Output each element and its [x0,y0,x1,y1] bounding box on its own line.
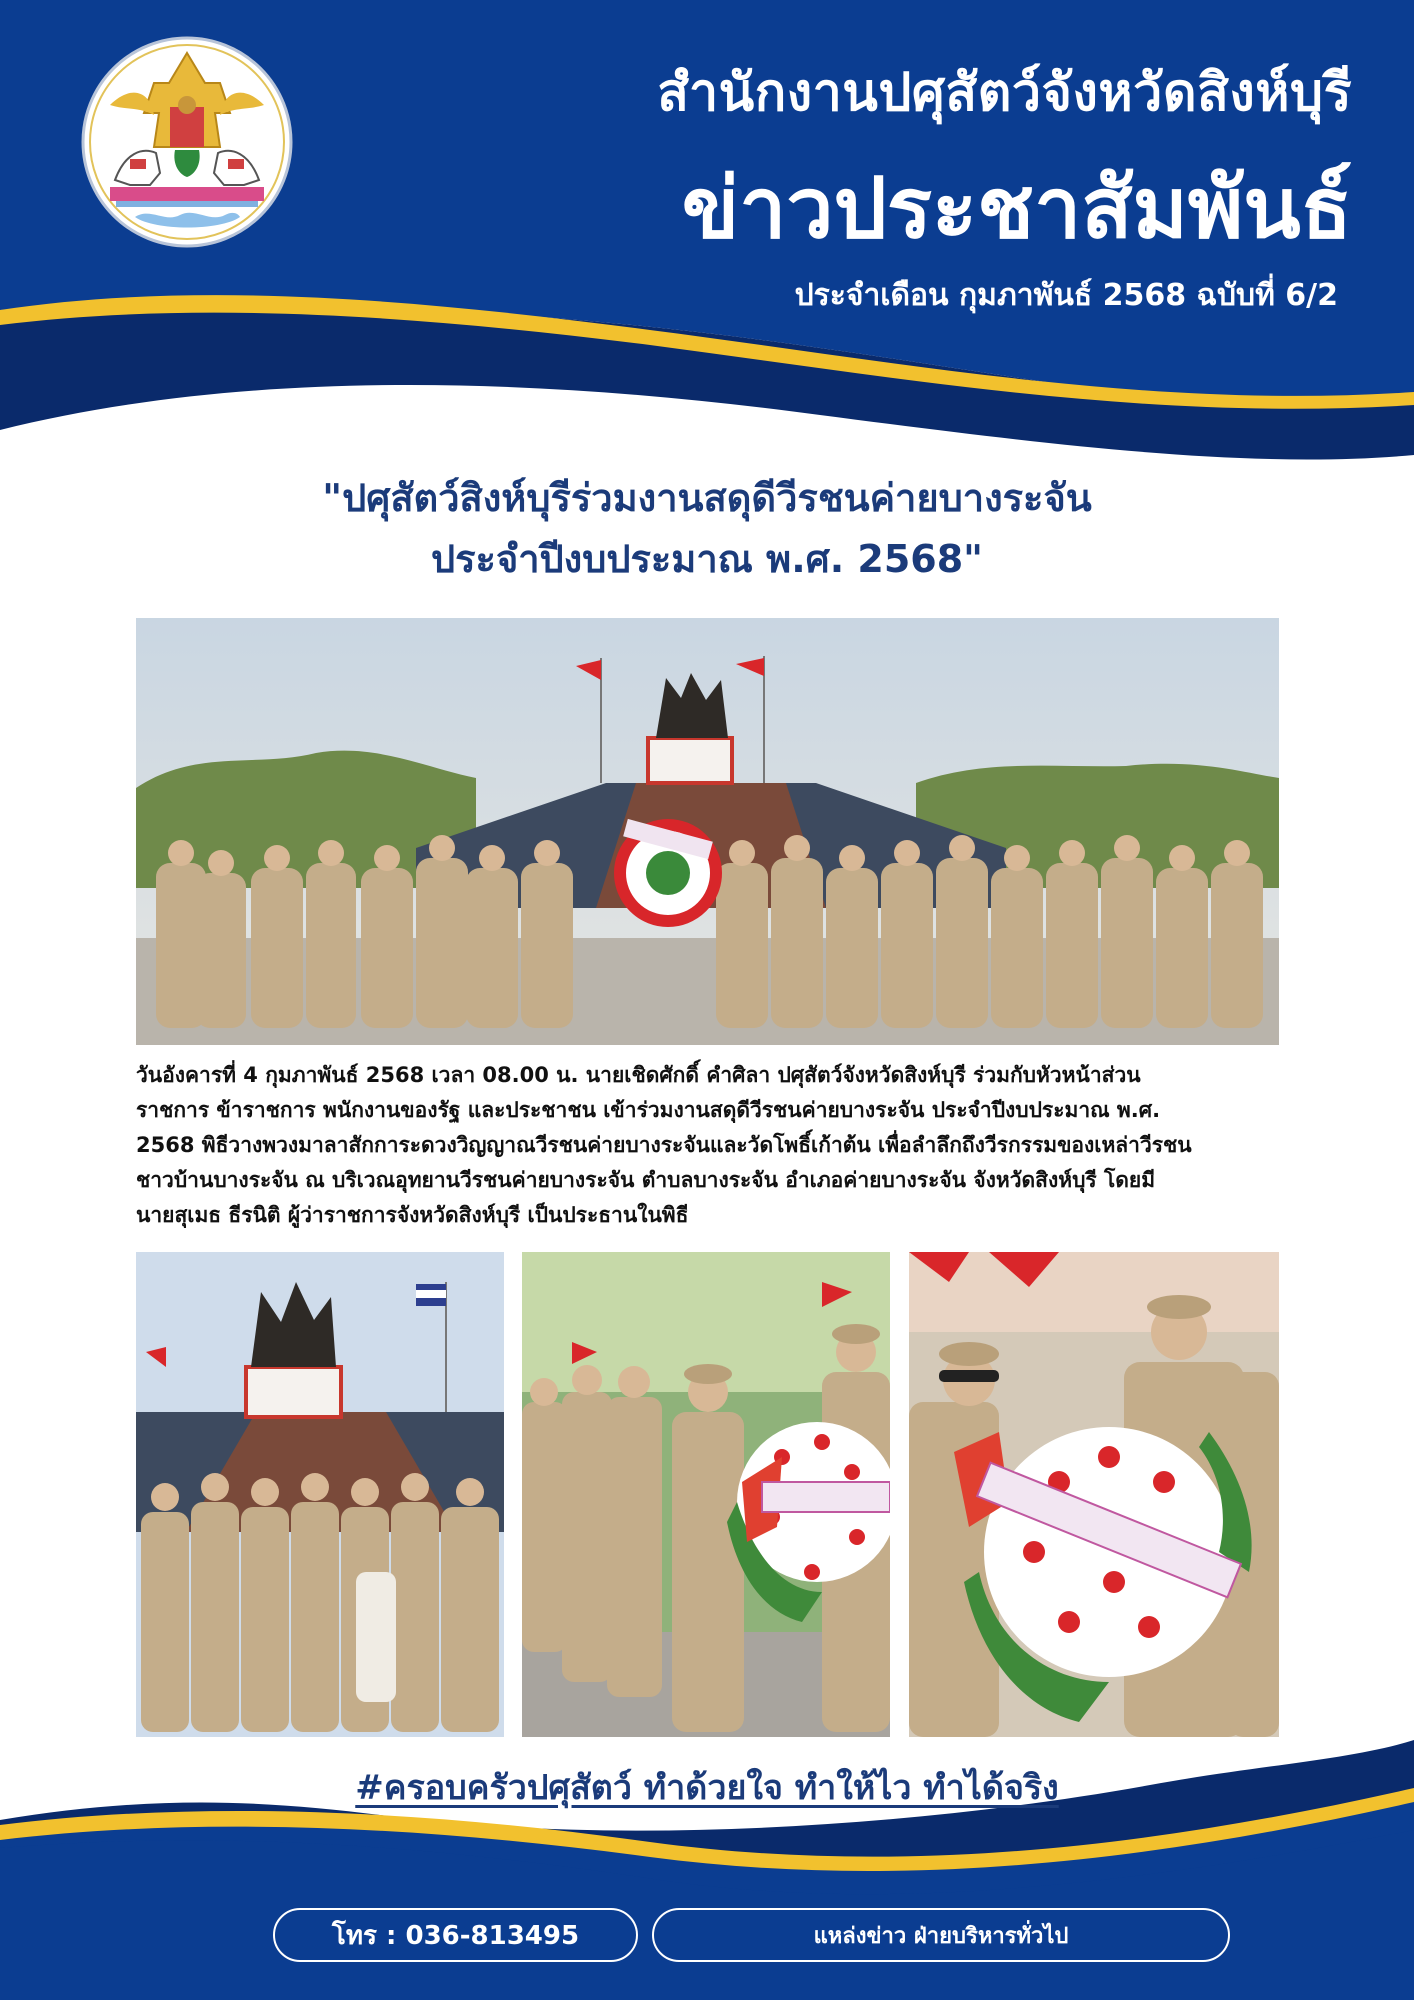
phone-pill [273,1908,638,1962]
body-line: 2568 พิธีวางพวงมาลาสักการะดวงวิญญาณวีรชนค่ายบางระจันและวัดโพธิ์เก้าต้น เพื่อลำลึกถึงวีรกรรมของเหล่าวีรชน [136,1133,1192,1157]
office-name: สำนักงานปศุสัตว์จังหวัดสิงห์บุรี [657,63,1352,123]
news-source: แหล่งข่าว ฝ่ายบริหารทั่วไป [813,1923,1069,1949]
phone-number: โทร : 036-813495 [331,1920,580,1951]
photo-wreath-closeup [909,1252,1279,1737]
body-line: ชาวบ้านบางระจัน ณ บริเวณอุทยานวีรชนค่ายบางระจัน ตำบลบางระจัน อำเภอค่ายบางระจัน จังหวัดสิงห์บุรี โดยมี [136,1168,1156,1192]
headline-line-1: "ปศุสัตว์สิงห์บุรีร่วมงานสดุดีวีรชนค่ายบางระจัน [322,476,1092,520]
news-headline [0,468,1414,590]
headline-line-2: ประจำปีงบประมาณ พ.ศ. 2568" [431,536,983,581]
body-line: นายสุเมธ ธีรนิติ ผู้ว่าราชการจังหวัดสิงห์บุรี เป็นประธานในพิธี [136,1203,689,1227]
hashtag-slogan: #ครอบครัวปศุสัตว์ ทำด้วยใจ ทำให้ไว ทำได้จริง [355,1768,1059,1808]
news-source-pill [652,1908,1230,1962]
photo-officials-with-wreath [522,1252,890,1737]
news-body [136,1058,1279,1233]
body-line: ราชการ ข้าราชการ พนักงานของรัฐ และประชาชน เข้าร่วมงานสดุดีวีรชนค่ายบางระจัน ประจำปีงบประมาณ พ.ศ. [136,1098,1161,1122]
department-seal-logo [80,35,294,249]
photo-group-at-monument [136,1252,504,1737]
issue-line: ประจำเดือน กุมภาพันธ์ 2568 ฉบับที่ 6/2 [794,278,1338,313]
main-group-photo [136,618,1279,1045]
page-title: ข่าวประชาสัมพันธ์ [681,159,1352,257]
body-line: วันอังคารที่ 4 กุมภาพันธ์ 2568 เวลา 08.00 น. นายเชิดศักดิ์ คำศิลา ปศุสัตว์จังหวัดสิงห์บุรี ร่วมกับหัวหน้าส่วน [136,1063,1141,1087]
